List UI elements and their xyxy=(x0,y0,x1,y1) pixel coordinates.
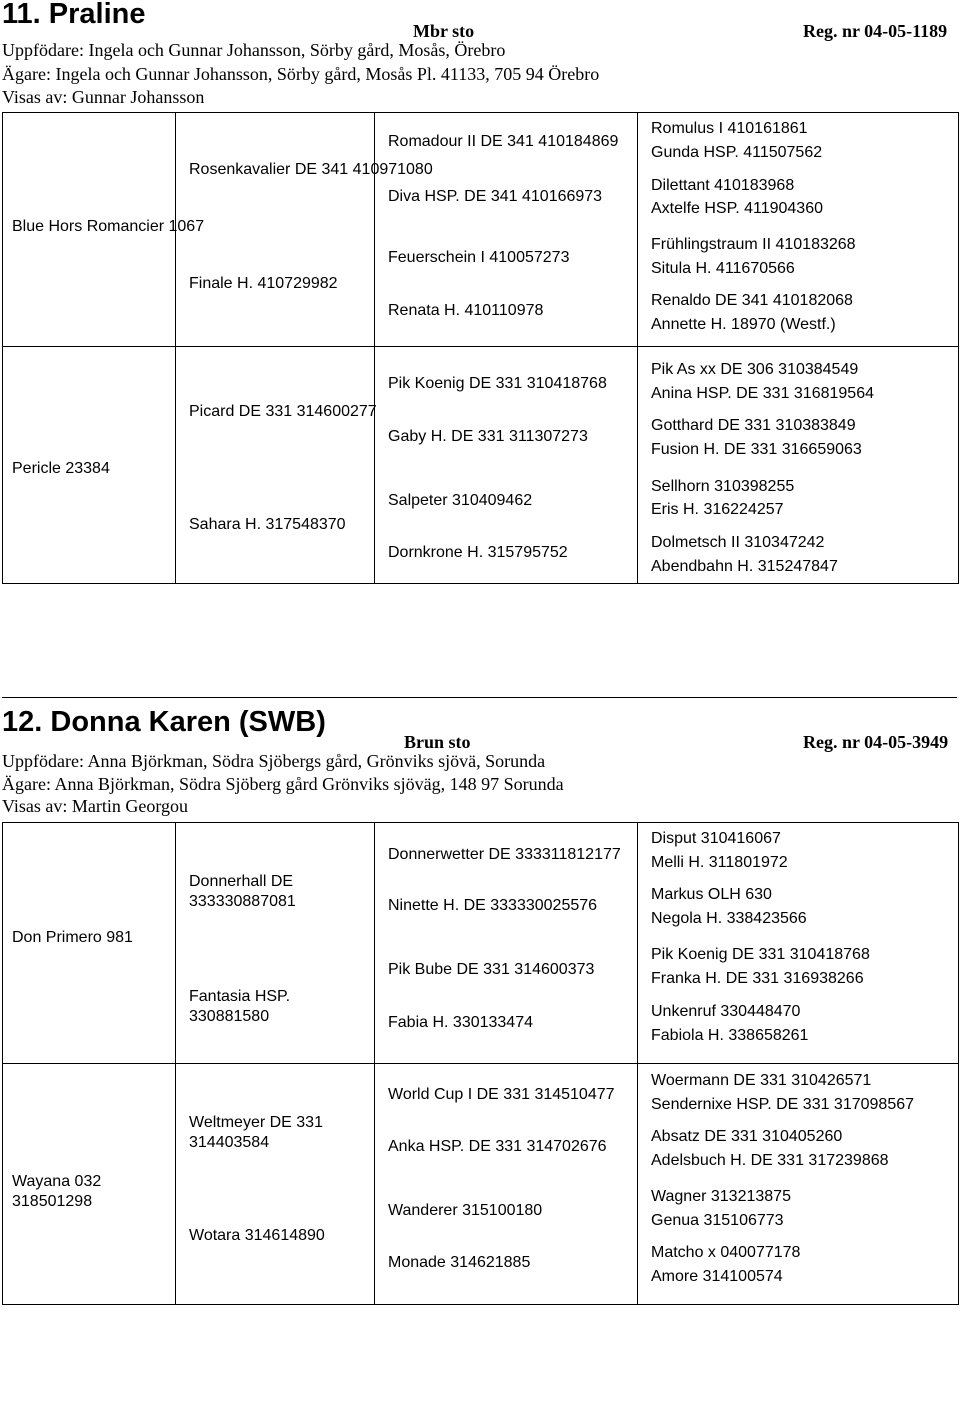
ancestor-g4: Renaldo DE 341 410182068 xyxy=(651,292,853,309)
shown-by-line: Visas av: Martin Georgou xyxy=(2,796,189,816)
pedigree-border xyxy=(2,112,959,584)
dam-dam: Wotara 314614890 xyxy=(189,1227,325,1244)
entry-title: 11. Praline xyxy=(2,0,146,30)
sire-name: Blue Hors Romancier 1067 xyxy=(12,218,205,235)
dam-sire: Weltmeyer DE 331 314403584 xyxy=(189,1114,323,1151)
sire-sire-sire: Romadour II DE 341 410184869 xyxy=(388,133,619,150)
breeder-line: Uppfödare: Anna Björkman, Södra Sjöbergs gård, Grönviks sjövä, Sorunda xyxy=(2,751,546,771)
ancestor-g4: Eris H. 316224257 xyxy=(651,501,784,518)
ancestor-g4: Fusion H. DE 331 316659063 xyxy=(651,441,862,458)
sire-dam: Finale H. 410729982 xyxy=(189,275,338,292)
ancestor-g4: Dolmetsch II 310347242 xyxy=(651,534,825,551)
sire-dam-dam: Renata H. 410110978 xyxy=(388,302,544,319)
divider xyxy=(2,1063,959,1064)
dam-dam-dam: Dornkrone H. 315795752 xyxy=(388,544,568,561)
sire-sire-dam: Diva HSP. DE 341 410166973 xyxy=(388,188,603,205)
section-separator xyxy=(2,697,957,698)
ancestor-g4: Dilettant 410183968 xyxy=(651,177,795,194)
divider xyxy=(175,822,176,1305)
ancestor-g4: Axtelfe HSP. 411904360 xyxy=(651,200,823,217)
sire-sire-sire: Donnerwetter DE 333311812177 xyxy=(388,846,621,863)
sire-dam-sire: Feuerschein I 410057273 xyxy=(388,249,570,266)
ancestor-g4: Gunda HSP. 411507562 xyxy=(651,144,823,161)
ancestor-g4: Fabiola H. 338658261 xyxy=(651,1027,809,1044)
shown-by-line: Visas av: Gunnar Johansson xyxy=(2,87,205,107)
divider xyxy=(637,822,638,1305)
dam-dam-dam: Monade 314621885 xyxy=(388,1254,531,1271)
ancestor-g4: Unkenruf 330448470 xyxy=(651,1003,801,1020)
sire-dam: Fantasia HSP. 330881580 xyxy=(189,988,291,1025)
ancestor-g4: Romulus I 410161861 xyxy=(651,120,808,137)
ancestor-g4: Pik Koenig DE 331 310418768 xyxy=(651,946,870,963)
ancestor-g4: Sellhorn 310398255 xyxy=(651,478,795,495)
ancestor-g4: Franka H. DE 331 316938266 xyxy=(651,970,864,987)
color-sex: Brun sto xyxy=(404,732,471,752)
dam-name: Wayana 032 318501298 xyxy=(12,1173,102,1210)
ancestor-g4: Sendernixe HSP. DE 331 317098567 xyxy=(651,1096,915,1113)
sire-sire-dam: Ninette H. DE 333330025576 xyxy=(388,897,598,914)
ancestor-g4: Annette H. 18970 (Westf.) xyxy=(651,316,836,333)
divider xyxy=(374,112,375,584)
ancestor-g4: Melli H. 311801972 xyxy=(651,854,788,871)
entry-title: 12. Donna Karen (SWB) xyxy=(2,706,326,738)
registration-number: Reg. nr 04-05-3949 xyxy=(803,732,949,752)
ancestor-g4: Disput 310416067 xyxy=(651,830,781,847)
sire-sire: Rosenkavalier DE 341 410971080 xyxy=(189,161,433,178)
divider xyxy=(374,822,375,1305)
breeder-line: Uppfödare: Ingela och Gunnar Johansson, Sörby gård, Mosås, Örebro xyxy=(2,40,506,60)
ancestor-g4: Woermann DE 331 310426571 xyxy=(651,1072,872,1089)
divider xyxy=(637,112,638,584)
sire-name: Don Primero 981 xyxy=(12,929,133,946)
dam-sire-dam: Anka HSP. DE 331 314702676 xyxy=(388,1138,607,1155)
ancestor-g4: Abendbahn H. 315247847 xyxy=(651,558,838,575)
ancestor-g4: Pik As xx DE 306 310384549 xyxy=(651,361,859,378)
ancestor-g4: Genua 315106773 xyxy=(651,1212,784,1229)
ancestor-g4: Situla H. 411670566 xyxy=(651,260,795,277)
ancestor-g4: Wagner 313213875 xyxy=(651,1188,791,1205)
ancestor-g4: Negola H. 338423566 xyxy=(651,910,807,927)
divider xyxy=(2,346,959,347)
owner-line: Ägare: Anna Björkman, Södra Sjöberg gård Grönviks sjöväg, 148 97 Sorunda xyxy=(2,774,564,794)
dam-dam-sire: Wanderer 315100180 xyxy=(388,1202,543,1219)
ancestor-g4: Anina HSP. DE 331 316819564 xyxy=(651,385,874,402)
ancestor-g4: Frühlingstraum II 410183268 xyxy=(651,236,856,253)
color-sex: Mbr sto xyxy=(413,21,475,41)
ancestor-g4: Absatz DE 331 310405260 xyxy=(651,1128,843,1145)
dam-name: Pericle 23384 xyxy=(12,460,110,477)
dam-sire-dam: Gaby H. DE 331 311307273 xyxy=(388,428,588,445)
dam-dam-sire: Salpeter 310409462 xyxy=(388,492,533,509)
dam-sire-sire: World Cup I DE 331 314510477 xyxy=(388,1086,615,1103)
owner-line: Ägare: Ingela och Gunnar Johansson, Sörby gård, Mosås Pl. 41133, 705 94 Örebro xyxy=(2,64,600,84)
sire-sire: Donnerhall DE 333330887081 xyxy=(189,873,296,910)
ancestor-g4: Adelsbuch H. DE 331 317239868 xyxy=(651,1152,889,1169)
ancestor-g4: Gotthard DE 331 310383849 xyxy=(651,417,856,434)
registration-number: Reg. nr 04-05-1189 xyxy=(803,21,948,41)
ancestor-g4: Markus OLH 630 xyxy=(651,886,772,903)
ancestor-g4: Amore 314100574 xyxy=(651,1268,783,1285)
sire-dam-sire: Pik Bube DE 331 314600373 xyxy=(388,961,595,978)
divider xyxy=(175,112,176,584)
dam-dam: Sahara H. 317548370 xyxy=(189,516,346,533)
dam-sire: Picard DE 331 314600277 xyxy=(189,403,377,420)
sire-dam-dam: Fabia H. 330133474 xyxy=(388,1014,533,1031)
dam-sire-sire: Pik Koenig DE 331 310418768 xyxy=(388,375,607,392)
ancestor-g4: Matcho x 040077178 xyxy=(651,1244,801,1261)
